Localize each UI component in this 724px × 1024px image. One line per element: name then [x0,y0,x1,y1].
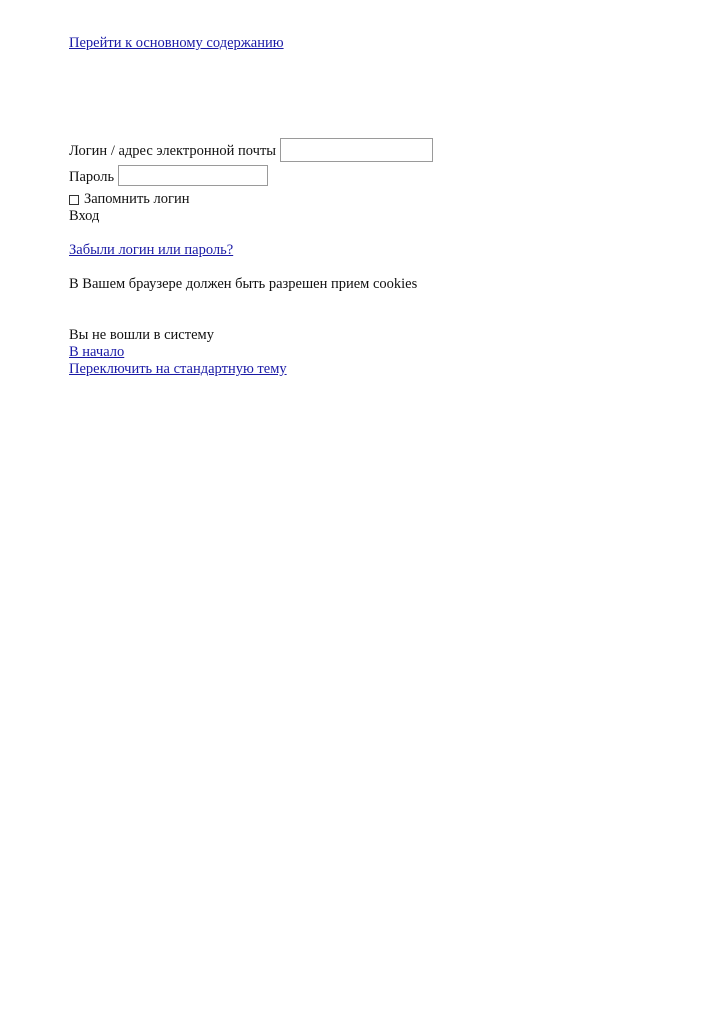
cookies-notice: В Вашем браузере должен быть разрешен прием cookies [69,276,418,292]
username-input[interactable] [280,138,433,162]
remember-username-checkbox[interactable] [69,195,79,205]
username-label: Логин / адрес электронной почты [69,143,277,159]
home-link[interactable]: В начало [69,344,125,360]
username-row [69,138,433,162]
password-label: Пароль [69,169,115,185]
remember-username-row[interactable] [69,191,189,208]
switch-theme-link[interactable]: Переключить на стандартную тему [69,361,287,377]
password-row [69,165,268,186]
login-submit-button[interactable]: Вход [69,208,100,224]
login-status-text: Вы не вошли в систему [69,327,214,343]
password-input[interactable] [118,165,268,186]
remember-username-label: Запомнить логин [84,191,190,207]
skip-to-content-link[interactable]: Перейти к основному содержанию [69,35,284,51]
forgot-password-link[interactable]: Забыли логин или пароль? [69,242,234,258]
